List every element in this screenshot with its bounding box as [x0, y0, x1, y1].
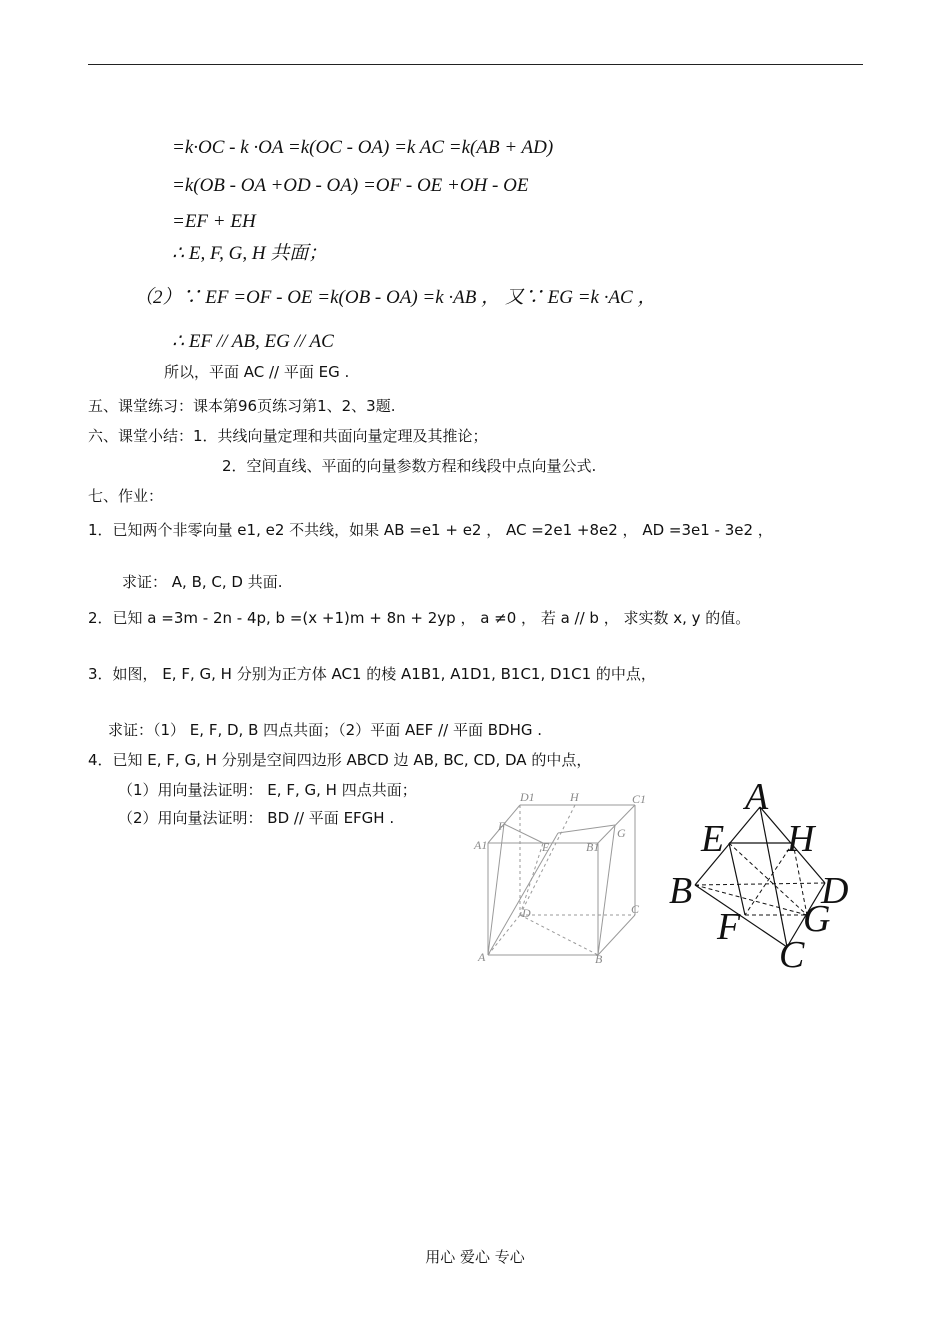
tetra-label-C: C [779, 934, 805, 975]
page-footer: 用心 爱心 专心 [425, 1248, 525, 1266]
cube-label-H: H [570, 790, 579, 804]
homework-2: 2．已知 a =3m - 2n - 4p, b =(x +1)m + 8n + 2yp ， a ≠0 ， 若 a // b ， 求实数 x, y 的值。 [88, 609, 751, 627]
section-6: 六、课堂小结：1．共线向量定理和共面向量定理及其推论； [88, 427, 488, 445]
proof-line-1: =k·OC - k ·OA =k(OC - OA) =k AC =k(AB + AD) [172, 137, 554, 158]
tetra-label-G: G [803, 898, 831, 940]
tetra-label-E: E [701, 818, 725, 860]
cube-label-E: E [542, 840, 550, 854]
cube-label-D1: D1 [520, 790, 535, 804]
cube-label-C: C [631, 902, 640, 916]
cube-figure [470, 785, 650, 975]
cube-label-G: G [617, 826, 626, 840]
homework-1: 1．已知两个非零向量 e1, e2 不共线，如果 AB =e1 + e2 ， AC =2e1 +8e2 ， AD =3e1 - 3e2 ， [88, 521, 773, 539]
homework-4: 4．已知 E, F, G, H 分别是空间四边形 ABCD 边 AB, BC, CD, DA 的中点， [88, 751, 592, 769]
section-7: 七、作业： [88, 487, 164, 505]
homework-4-part-1: （1）用向量法证明： E, F, G, H 四点共面； [118, 781, 417, 799]
cube-label-A: A [478, 950, 486, 964]
proof-line-4: ∴ E, F, G, H 共面； [172, 243, 328, 264]
tetra-label-A: A [745, 776, 769, 818]
tetra-label-H: H [787, 818, 815, 860]
proof-line-2: =k(OB - OA +OD - OA) =OF - OE +OH - OE [172, 175, 529, 196]
tetra-label-D: D [821, 870, 849, 912]
proof-line-3: =EF + EH [172, 211, 256, 232]
section-5: 五、课堂练习：课本第96页练习第1、2、3题. [88, 397, 396, 415]
cube-label-C1: C1 [632, 792, 647, 806]
section-6-item-2: 2．空间直线、平面的向量参数方程和线段中点向量公式. [222, 457, 597, 475]
tetra-label-F: F [717, 906, 741, 948]
tetrahedron-figure [665, 775, 855, 975]
tetra-label-B: B [669, 870, 693, 912]
homework-3: 3．如图， E, F, G, H 分别为正方体 AC1 的棱 A1B1, A1D1, B1C1, D1C1 的中点， [88, 665, 656, 683]
cube-label-B: B [595, 952, 603, 966]
cube-label-F: F [498, 819, 506, 833]
proof-line-5: （2）∵ EF =OF - OE =k(OB - OA) =k ·AB ， 又∵ EG =k ·AC ， [134, 287, 657, 308]
cube-label-B1: B1 [586, 840, 600, 854]
proof-conclusion: 所以，平面 AC // 平面 EG . [164, 363, 350, 381]
header-rule [88, 64, 863, 65]
homework-4-part-2: （2）用向量法证明： BD // 平面 EFGH . [118, 809, 395, 827]
cube-label-A1: A1 [474, 838, 488, 852]
cube-label-D: D [522, 906, 531, 920]
proof-line-6: ∴ EF // AB, EG // AC [172, 331, 334, 352]
homework-1-proof: 求证： A, B, C, D 共面. [122, 573, 283, 591]
homework-3-proof: 求证：（1） E, F, D, B 四点共面；（2）平面 AEF // 平面 BDHG . [108, 721, 543, 739]
